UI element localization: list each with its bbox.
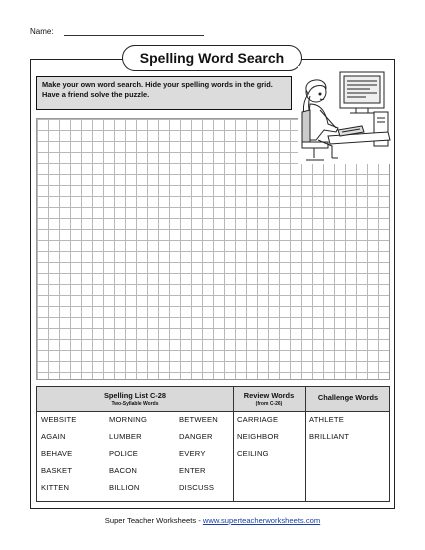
- spelling-word: KITTEN: [41, 483, 70, 492]
- footer-text: Super Teacher Worksheets -: [104, 516, 203, 525]
- name-label: Name:: [30, 27, 54, 36]
- student-at-computer-icon: [298, 66, 392, 164]
- review-word: NEIGHBOR: [237, 432, 280, 441]
- spelling-word: MORNING: [109, 415, 148, 424]
- spelling-word: POLICE: [109, 449, 139, 458]
- spelling-word: BASKET: [41, 466, 73, 475]
- instructions-text: Make your own word search. Hide your spelling words in the grid. Have a friend solve the puzzle.: [42, 80, 273, 99]
- spelling-list-subtitle: Two-Syllable Words: [111, 401, 159, 407]
- challenge-word: BRILLIANT: [309, 432, 350, 441]
- spelling-word: BACON: [109, 466, 138, 475]
- word-list-table: [36, 386, 390, 502]
- challenge-words-title: Challenge Words: [317, 393, 379, 402]
- spelling-word: BEHAVE: [41, 449, 73, 458]
- spelling-word: ENTER: [179, 466, 206, 475]
- review-words-subtitle: (from C-26): [255, 401, 283, 407]
- worksheet-title: [122, 45, 302, 71]
- footer: [0, 516, 425, 525]
- spelling-list-header: [37, 391, 233, 407]
- name-line[interactable]: [64, 35, 204, 36]
- spelling-word: BETWEEN: [179, 415, 218, 424]
- spelling-word: EVERY: [179, 449, 206, 458]
- column-divider: [305, 387, 306, 501]
- review-words-title: Review Words: [243, 391, 295, 400]
- spelling-word: AGAIN: [41, 432, 66, 441]
- spelling-word: WEBSITE: [41, 415, 77, 424]
- spelling-list-title: Spelling List C-28: [103, 391, 166, 400]
- challenge-words-header: [305, 393, 391, 402]
- spelling-word: DANGER: [179, 432, 213, 441]
- review-words-header: [233, 391, 305, 407]
- worksheet-title-text: Spelling Word Search: [139, 50, 285, 66]
- spelling-word: BILLION: [109, 483, 140, 492]
- review-word: CARRIAGE: [237, 415, 279, 424]
- spelling-word: DISCUSS: [179, 483, 215, 492]
- spelling-word: LUMBER: [109, 432, 142, 441]
- review-word: CEILING: [237, 449, 269, 458]
- footer-link[interactable]: www.superteacherworksheets.com: [202, 516, 321, 525]
- challenge-word: ATHLETE: [309, 415, 345, 424]
- instructions-box: [36, 76, 292, 110]
